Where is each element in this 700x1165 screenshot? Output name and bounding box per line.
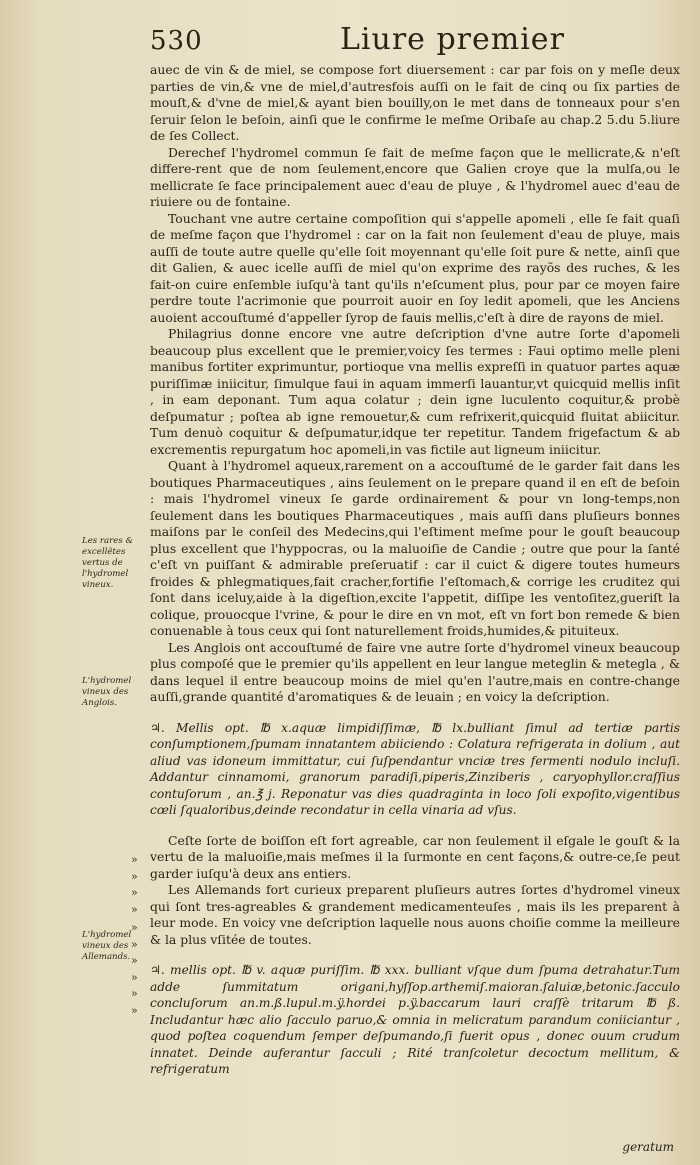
running-head: Liure premier (340, 22, 565, 57)
margin-note-allemands: L'hydromel vineux des Allemands. (82, 930, 132, 962)
body-text (150, 62, 680, 1084)
paragraph-oribase: auec de vin & de miel, se compose fort diuersement : car par fois on y meſle deux parties de vin,& vne de miel,d'autresfois auſſi on le fait de cinq ou ſix parties de mouſt,& d'vne de miel,& ayant bien bouilly,on le met dans de tonneaux pour s'en ſeruir ſelon le beſoin, ainſi que le confirme le meſme Oribaſe au chap.2 5.du 5.liure de ſes Collect. (150, 62, 680, 143)
paragraph-anglois: Les Anglois ont accouſtumé de faire vne autre ſorte d'hydromel vineux beaucoup plus compoſé que le premier qu'ils appellent en leur langue meteglin & metegla , & dans lequel il entre beaucoup moins de miel qu'en l'autre,mais en contre-change auſſi,grande quantité d'aromatiques & de leuain ; en voicy la deſcription. (150, 639, 680, 704)
margin-note-vertus: Les rares & excellẽtes vertus de l'hydromel vineux. (82, 536, 134, 590)
latin-recipe-allemands: ♃. mellis opt. ℔ v. aquæ puriſſim. ℔ xxx. bulliant vſque dum ſpuma detrahatur.Tum adde ſummitatum origani,hyſſop.arthemiſ.maioran.ſaluiæ,betonic.ſacculo concluſorum an.m.ß.lupul.m.ÿ.hordei p.ÿ.baccarum lauri craſſè tritarum ℔ ß. Includantur hæc alio ſacculo paruo,& omnia in melicratum parandum coniiciantur , quod poſtea coquendum ſemper deſpumando,ſi fuerit opus , donec ouum crudum innatet. Deinde auferantur ſacculi ; Rité tranſcoletur decoctum mellitum, & refrigeratum (150, 963, 680, 1076)
paragraph-hydromel-aqueux: Quant à l'hydromel aqueux,rarement on a accouſtumé de le garder fait dans les boutiques Pharmaceutiques , ains ſeulement on le prepare quand il en eſt de beſoin : mais l'hydromel vineux ſe garde ordinairement & pour vn long-temps,non ſeulement dans les boutiques Pharmaceutiques , mais auſſi dans pluſieurs bonnes maiſons par le conſeil des Medecins,qui l'eſtiment meſme pour le gouſt beaucoup plus excellent que l'hyppocras, ou la maluoiſie de Candie ; outre que pour la ſanté c'eſt vn puiſſant & admirable preſeruatif : car il cuict & digere toutes humeurs froides & phlegmatiques,fait cracher,fortifie l'eſtomach,& corrige les cruditez qui ſont dans iceluy,aide à la digeſtion,excite l'appetit, diſſipe les ventoſitez,gueriſt la colique, prouocque l'vrine, & pour le dire en vn mot, eſt vn fort bon remede & bien conuenable à tous ceux qui ſont naturellement froids,humides,& pituiteux. (150, 458, 680, 638)
page-header (150, 22, 670, 62)
paragraph-allemands: Les Allemands fort curieux preparent pluſieurs autres ſortes d'hydromel vineux qui ſont tres-agreables & grandement medicamenteuſes , mais ils les preparent à leur mode. En voicy vne deſcription laquelle nous auons choiſie comme la meilleure & la plus vſitée de toutes. (150, 882, 680, 947)
margin-note-anglois: L'hydromel vineux des Anglois. (82, 676, 132, 708)
paragraph-philagrius: Philagrius donne encore vne autre deſcription d'vne autre ſorte d'apomeli beaucoup plus excellent que le premier,voicy ſes termes : Faui optimo melle pleni manibus fortiter exprimuntur, portioque vna mellis expreſſi in quatuor partes aquæ puriſſimæ iniicitur, ſimulque faui in aquam immerſi lauantur,vt quicquid mellis inſit , in eam deponant. Tum aqua colatur ; dein igne luculento coquitur,& probè deſpumatur ; poſtea ab igne remouetur,& cum refrixerit,quicquid fluitat abiicitur. Tum denuò coquitur & deſpumatur,idque ter repetitur. Tandem frigefactum & ab excrementis repurgatum hoc apomeli,in vas fictile aut ligneum iniicitur. (150, 326, 680, 457)
catch-word: geratum (622, 1140, 674, 1154)
page-number: 530 (150, 26, 203, 56)
paragraph-hydromel-commun: Derechef l'hydromel commun ſe fait de meſme façon que le mellicrate,& n'eſt differe-rent que de nom ſeulement,encore que Galien croye que la mulſa,ou le mellicrate ſe face principalement auec d'eau de pluye , & l'hydromel auec d'eau de riuiere ou de fontaine. (150, 144, 680, 209)
paragraph-apomeli: Touchant vne autre certaine compoſition qui s'appelle apomeli , elle ſe fait quaſi de meſme façon que l'hydromel : car on la fait non ſeulement d'eau de pluye, mais auſſi de toute autre quelle qu'elle ſoit moyennant qu'elle ſoit pure & nette, ainſi que dit Galien, & auec icelle auſſi de miel qu'on exprime des rayõs des ruches, & les fait-on cuire enſemble iuſqu'à tant qu'ils n'eſcument plus, pour par ce moyen faire perdre toute l'acrimonie que pourroit auoir en ſoy ledit apomeli, que les Anciens auoient accouſtumé d'appeller ſyrop de fauis mellis,c'eſt à dire de rayons de miel. (150, 210, 680, 325)
paragraph-boisson: Ceſte ſorte de boiſſon eſt fort agreable, car non ſeulement il eſgale le gouſt & la vertu de la maluoiſie,mais meſmes il la ſurmonte en cent façons,& outre-ce,ſe peut garder iuſqu'à deux ans entiers. (150, 832, 680, 881)
quote-marks-1: » » » » (131, 853, 138, 916)
latin-recipe-anglois: ♃. Mellis opt. ℔ x.aquæ limpidiſſimæ, ℔ lx.bulliant ſimul ad tertiæ partis conſumptionem,ſpumam innatantem abiiciendo : Colatura refrigerata in dolium , aut aliud vas idoneum immittatur, cui ſuſpendantur vnciæ tres fermenti nodulo incluſi. Addantur cinnamomi, granorum paradiſi,piperis,Zinziberis , caryophyllor.craſſius contuſorum , an.℥ j. Reponatur vas dies quadraginta in loco ſoli expoſito,vigentibus cœli ſqualoribus,deinde recondatur in cella vinaria ad vſus. (150, 720, 680, 817)
quote-marks-2: » » » » » » (131, 921, 138, 1017)
